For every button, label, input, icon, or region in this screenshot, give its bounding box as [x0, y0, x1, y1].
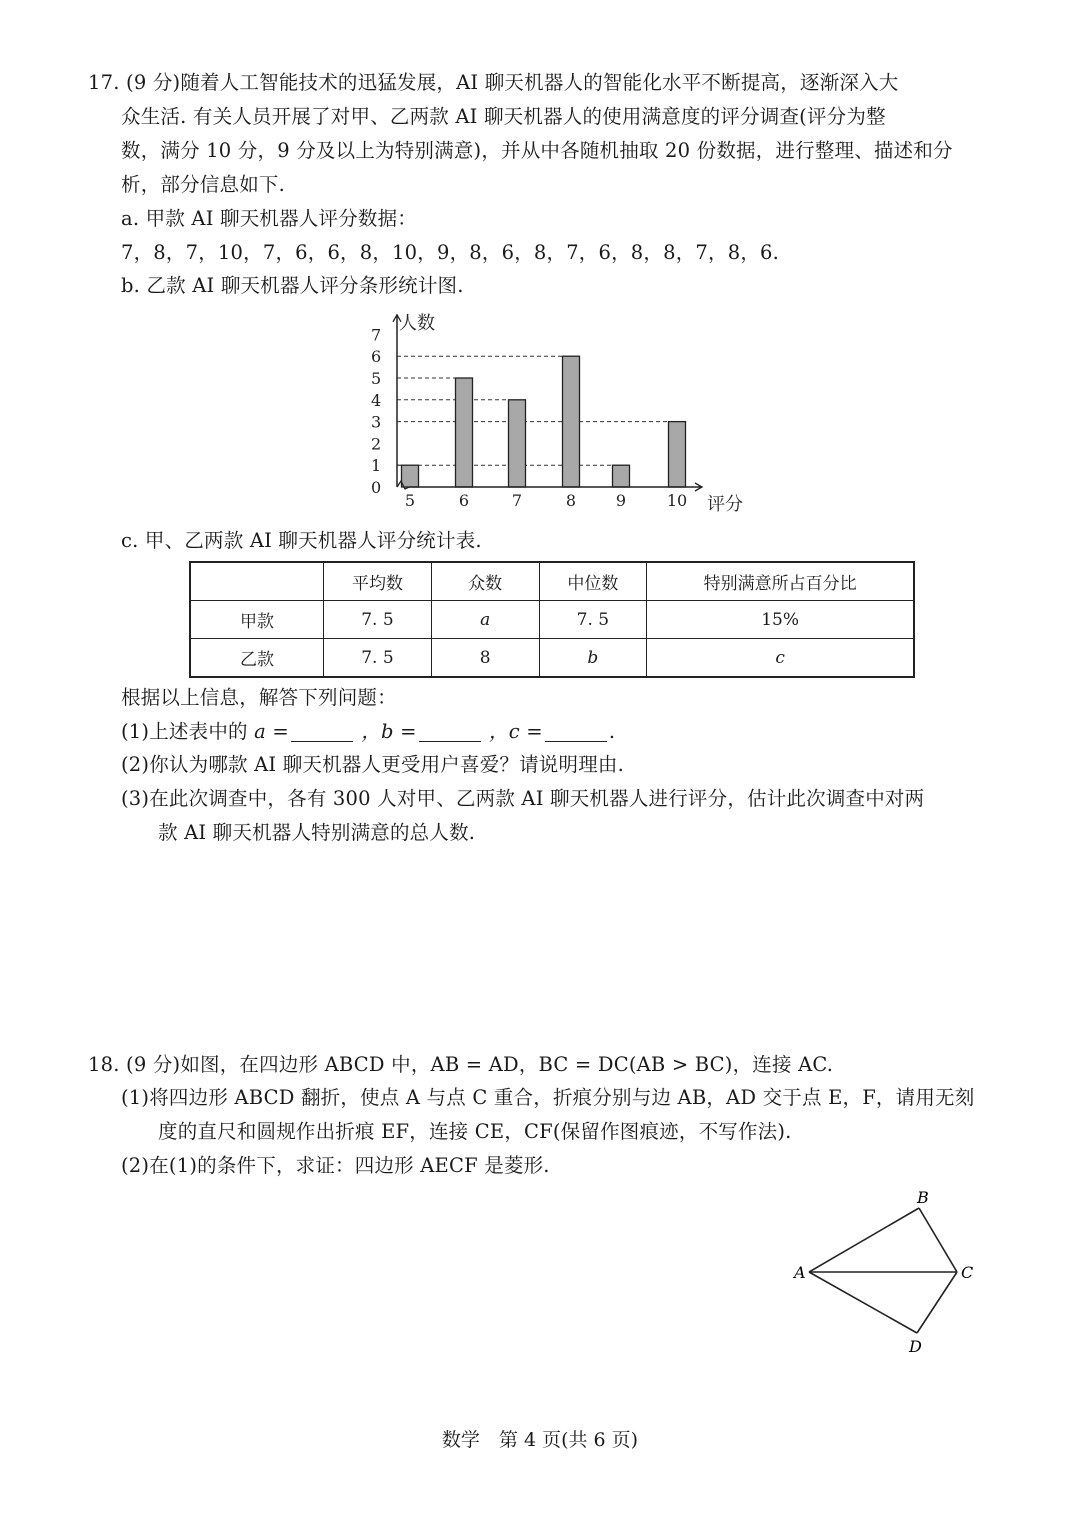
q17-line-3: 数，满分 10 分，9 分及以上为特别满意)，并从中各随机抽取 20 份数据，进行整理、描述和分	[121, 139, 953, 162]
y-tick-label: 4	[371, 390, 382, 410]
q18-line-1: 18. (9 分)如图，在四边形 ABCD 中，AB = AD，BC = DC(AB > BC)，连接 AC.	[88, 1053, 834, 1076]
x-axis-title: 评分	[707, 494, 743, 515]
table-header-cell: 中位数	[539, 562, 647, 601]
point-label-a: A	[794, 1263, 806, 1282]
table-header-cell: 特别满意所占百分比	[647, 562, 914, 601]
y-tick-label: 3	[371, 412, 382, 432]
q18-line-4: (2)在(1)的条件下，求证：四边形 AECF 是菱形.	[121, 1154, 550, 1177]
bar-5	[402, 465, 419, 487]
q17-part-b-label: b. 乙款 AI 聊天机器人评分条形统计图.	[121, 274, 464, 297]
x-tick-label: 8	[565, 491, 577, 510]
q17-line-1: 17. (9 分)随着人工智能技术的迅猛发展，AI 聊天机器人的智能化水平不断提高，逐渐深入大	[88, 71, 899, 94]
table-cell: c	[647, 639, 914, 678]
bar-8	[563, 356, 580, 487]
y-axis-title: 人数	[399, 312, 435, 334]
point-label-b: B	[917, 1188, 929, 1207]
q17-part-c-label: c. 甲、乙两款 AI 聊天机器人评分统计表.	[121, 529, 482, 552]
q17-part-a-label: a. 甲款 AI 聊天机器人评分数据：	[121, 207, 418, 230]
table-header-row	[190, 562, 914, 601]
bar-9	[613, 465, 630, 487]
edge-cd	[917, 1272, 957, 1333]
table-header-cell: 众数	[431, 562, 539, 601]
table-cell: 7. 5	[324, 639, 432, 678]
sub1-c-label: ，c =	[489, 720, 543, 743]
answer-blank-b[interactable]	[419, 721, 481, 742]
answer-blank-a[interactable]	[291, 721, 353, 742]
x-axis-arrow	[695, 483, 702, 491]
y-tick-label: 0	[371, 478, 382, 497]
q17-sub3-line1: (3)在此次调查中，各有 300 人对甲、乙两款 AI 聊天机器人进行评分，估计此次调查中对两	[121, 787, 925, 810]
table-header-cell: 平均数	[324, 562, 432, 601]
table-cell: 7. 5	[324, 601, 432, 639]
table-row	[190, 601, 914, 639]
q18-line-2: (1)将四边形 ABCD 翻折，使点 A 与点 C 重合，折痕分别与边 AB，AD 交于点 E，F，请用无刻	[121, 1086, 975, 1109]
page-footer: 数学 第 4 页(共 6 页)	[441, 1429, 639, 1451]
table-cell: 7. 5	[539, 601, 647, 639]
sub1-end: .	[608, 720, 616, 743]
q17-line-4: 析，部分信息如下.	[121, 173, 285, 196]
edge-da	[809, 1272, 917, 1333]
x-tick-label: 9	[615, 491, 627, 510]
answer-blank-c[interactable]	[545, 721, 607, 742]
x-tick-label: 10	[666, 491, 688, 510]
table-cell: 15%	[647, 601, 914, 639]
y-tick-label: 7	[371, 325, 382, 345]
y-tick-label: 6	[371, 347, 382, 367]
q17-prompt: 根据以上信息，解答下列问题：	[121, 686, 397, 709]
x-tick-label: 7	[511, 491, 523, 510]
sub1-a-label: a =	[254, 720, 289, 743]
q17-sub3-line2: 款 AI 聊天机器人特别满意的总人数.	[158, 821, 476, 844]
q17-part-a-data: 7，8，7，10，7，6，6，8，10，9，8，6，8，7，6，8，8，7，8，6.	[121, 241, 780, 264]
y-tick-label: 1	[371, 456, 382, 476]
y-tick-label: 5	[371, 369, 382, 388]
y-tick-label: 2	[371, 434, 382, 454]
point-label-d: D	[909, 1337, 922, 1356]
stats-table	[189, 561, 915, 678]
edge-ab	[809, 1208, 919, 1272]
bar-10	[669, 422, 686, 487]
q17-line-2: 众生活. 有关人员开展了对甲、乙两款 AI 聊天机器人的使用满意度的评分调查(评分为整	[121, 105, 886, 128]
bar-7	[509, 400, 526, 487]
table-cell: 乙款	[190, 639, 324, 678]
x-tick-label: 6	[458, 491, 470, 510]
sub1-b-label: ，b =	[361, 720, 417, 743]
table-cell: 甲款	[190, 601, 324, 639]
table-row	[190, 639, 914, 678]
sub1-prefix: (1)上述表中的	[121, 720, 248, 743]
table-header-cell	[190, 562, 324, 601]
edge-bc	[919, 1208, 957, 1272]
x-tick-label: 5	[404, 491, 416, 510]
axis-break	[397, 481, 409, 489]
table-cell: a	[431, 601, 539, 639]
bar-6	[456, 378, 473, 487]
point-label-c: C	[961, 1263, 974, 1282]
table-cell: b	[539, 639, 647, 678]
q18-line-3: 度的直尺和圆规作出折痕 EF，连接 CE，CF(保留作图痕迹，不写作法).	[158, 1120, 792, 1143]
table-cell: 8	[431, 639, 539, 678]
y-axis-arrow	[393, 315, 401, 322]
q17-sub2: (2)你认为哪款 AI 聊天机器人更受用户喜爱？请说明理由.	[121, 753, 625, 776]
q17-sub1	[121, 719, 615, 745]
